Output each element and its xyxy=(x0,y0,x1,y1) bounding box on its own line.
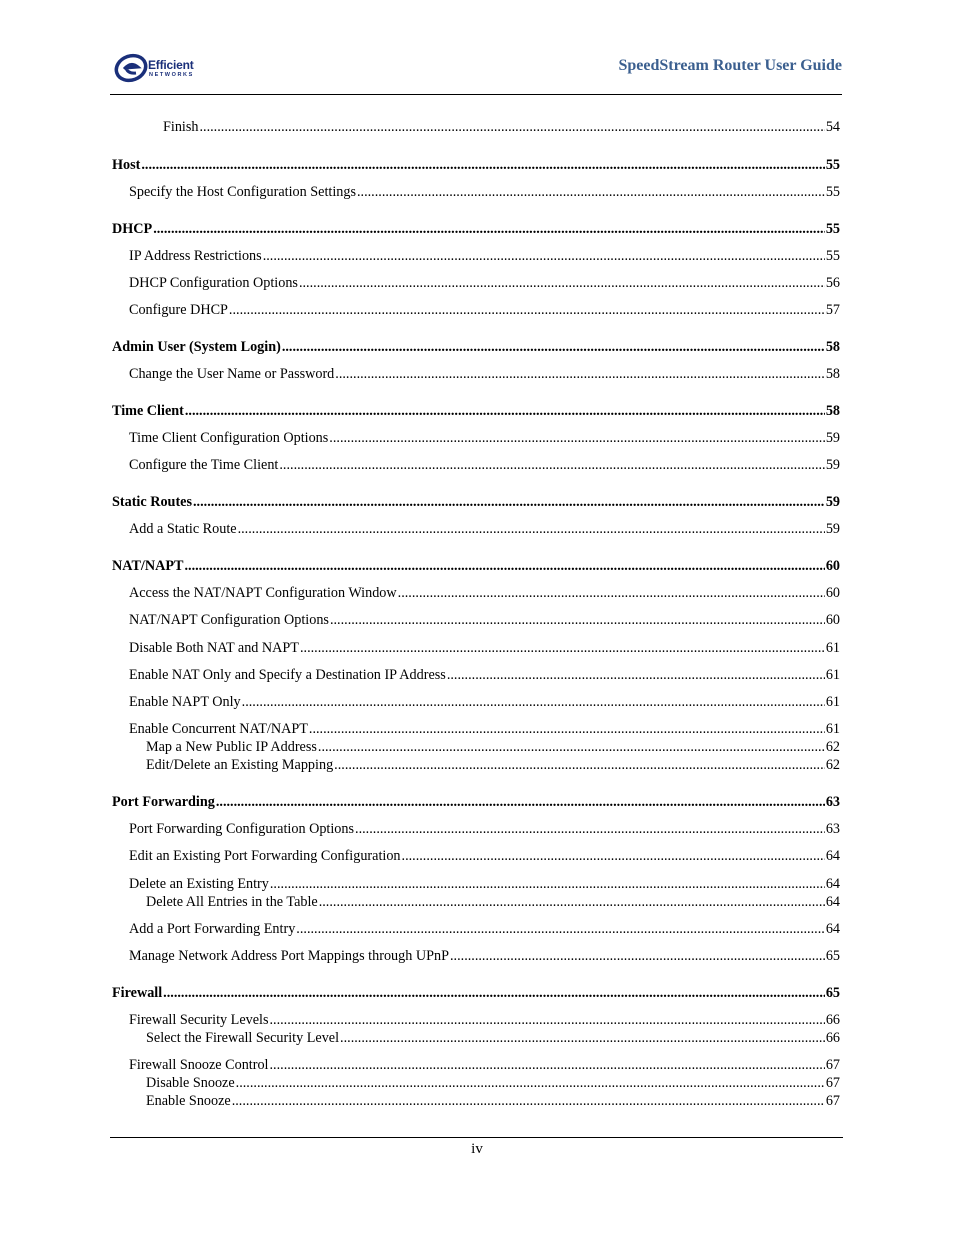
page-header xyxy=(110,48,842,95)
toc-entry[interactable] xyxy=(112,557,840,575)
toc-leader-dots xyxy=(242,693,825,711)
toc-entry-title: Delete All Entries in the Table xyxy=(146,894,318,910)
toc-entry[interactable] xyxy=(112,1029,840,1047)
toc-entry-page: 55 xyxy=(825,248,840,264)
toc-entry[interactable] xyxy=(112,738,840,756)
toc-entry[interactable] xyxy=(112,847,840,865)
toc-leader-dots xyxy=(330,611,825,629)
toc-entry-page: 58 xyxy=(825,339,840,355)
toc-entry-title: Enable Snooze xyxy=(146,1093,231,1109)
toc-leader-dots xyxy=(238,520,825,538)
toc-leader-dots xyxy=(184,557,824,575)
toc-leader-dots xyxy=(299,274,825,292)
toc-entry-page: 61 xyxy=(825,667,840,683)
toc-leader-dots xyxy=(270,1056,825,1074)
toc-leader-dots xyxy=(450,947,825,965)
toc-entry-page: 59 xyxy=(825,521,840,537)
toc-entry[interactable] xyxy=(112,947,840,965)
toc-entry-title: Change the User Name or Password xyxy=(129,366,335,382)
toc-entry-title: NAT/NAPT Configuration Options xyxy=(129,612,329,628)
toc-entry-title: Disable Both NAT and NAPT xyxy=(129,640,299,656)
toc-entry[interactable] xyxy=(112,402,840,420)
toc-entry[interactable] xyxy=(112,1074,840,1092)
toc-entry[interactable] xyxy=(112,247,840,265)
toc-entry-page: 64 xyxy=(825,848,840,864)
toc-leader-dots xyxy=(318,738,825,756)
toc-entry-title: Configure DHCP xyxy=(129,302,228,318)
toc-entry[interactable] xyxy=(112,584,840,602)
toc-entry[interactable] xyxy=(112,1056,840,1074)
toc-entry-title: Admin User (System Login) xyxy=(112,339,281,355)
toc-entry-page: 59 xyxy=(825,494,840,510)
toc-entry-title: Firewall xyxy=(112,985,163,1001)
toc-entry[interactable] xyxy=(112,611,840,629)
toc-leader-dots xyxy=(236,1074,825,1092)
toc-entry-title: Add a Port Forwarding Entry xyxy=(129,921,296,937)
toc-entry-title: Port Forwarding xyxy=(112,794,215,810)
toc-entry-title: NAT/NAPT xyxy=(112,558,184,574)
toc-entry-page: 58 xyxy=(825,366,840,382)
toc-entry[interactable] xyxy=(112,429,840,447)
toc-entry-title: Map a New Public IP Address xyxy=(146,739,317,755)
toc-entry-title: Firewall Snooze Control xyxy=(129,1057,269,1073)
toc-entry[interactable] xyxy=(112,693,840,711)
toc-entry[interactable] xyxy=(112,1092,840,1110)
logo-sub-text: NETWORKS xyxy=(149,72,194,78)
toc-entry-page: 65 xyxy=(825,985,840,1001)
toc-entry-page: 54 xyxy=(825,119,840,135)
toc-entry-page: 66 xyxy=(825,1012,840,1028)
toc-leader-dots xyxy=(153,220,825,238)
toc-entry-page: 65 xyxy=(825,948,840,964)
efficient-networks-logo xyxy=(114,52,224,84)
toc-entry-title: Access the NAT/NAPT Configuration Window xyxy=(129,585,397,601)
toc-entry-title: Manage Network Address Port Mappings through UPnP xyxy=(129,948,449,964)
toc-entry[interactable] xyxy=(112,920,840,938)
toc-entry-title: Enable NAPT Only xyxy=(129,694,241,710)
toc-entry-page: 61 xyxy=(825,721,840,737)
toc-entry[interactable] xyxy=(112,666,840,684)
toc-entry-title: Delete an Existing Entry xyxy=(129,876,269,892)
toc-entry-page: 67 xyxy=(825,1075,840,1091)
toc-leader-dots xyxy=(335,365,825,383)
toc-entry-page: 63 xyxy=(825,821,840,837)
toc-entry-page: 63 xyxy=(825,794,840,810)
toc-leader-dots xyxy=(269,1011,824,1029)
toc-leader-dots xyxy=(402,847,825,865)
toc-entry-page: 62 xyxy=(825,739,840,755)
toc-entry[interactable] xyxy=(112,984,840,1002)
toc-entry[interactable] xyxy=(112,520,840,538)
toc-leader-dots xyxy=(329,429,825,447)
toc-entry-page: 60 xyxy=(825,585,840,601)
toc-entry-page: 67 xyxy=(825,1057,840,1073)
toc-entry[interactable] xyxy=(112,720,840,738)
logo-swoosh-icon xyxy=(114,52,148,84)
toc-entry-title: Edit an Existing Port Forwarding Configuration xyxy=(129,848,401,864)
toc-entry[interactable] xyxy=(112,893,840,911)
toc-entry-title: DHCP xyxy=(112,221,153,237)
toc-entry-page: 60 xyxy=(825,612,840,628)
toc-leader-dots xyxy=(216,793,825,811)
toc-leader-dots xyxy=(340,1029,825,1047)
logo-brand-text: Efficient xyxy=(148,58,194,72)
toc-entry[interactable] xyxy=(112,365,840,383)
toc-entry-page: 59 xyxy=(825,430,840,446)
toc-entry-page: 55 xyxy=(825,157,840,173)
toc-leader-dots xyxy=(355,820,825,838)
toc-entry-title: Time Client xyxy=(112,403,184,419)
page-number: iv xyxy=(471,1141,483,1157)
toc-entry-title: Firewall Security Levels xyxy=(129,1012,269,1028)
toc-entry-page: 67 xyxy=(825,1093,840,1109)
toc-leader-dots xyxy=(263,247,825,265)
toc-leader-dots xyxy=(193,493,825,511)
toc-leader-dots xyxy=(163,984,825,1002)
toc-entry-page: 55 xyxy=(825,184,840,200)
toc-entry-title: Static Routes xyxy=(112,494,192,510)
toc-entry-title: Finish xyxy=(163,119,199,135)
toc-entry[interactable] xyxy=(112,220,840,238)
toc-leader-dots xyxy=(398,584,825,602)
header-divider xyxy=(110,94,842,95)
toc-entry-title: IP Address Restrictions xyxy=(129,248,262,264)
toc-leader-dots xyxy=(447,666,825,684)
toc-entry-page: 58 xyxy=(825,403,840,419)
toc-entry[interactable] xyxy=(112,1011,840,1029)
toc-entry-title: Edit/Delete an Existing Mapping xyxy=(146,757,334,773)
toc-entry[interactable] xyxy=(112,118,840,136)
toc-entry[interactable] xyxy=(112,183,840,201)
toc-entry-page: 55 xyxy=(825,221,840,237)
toc-leader-dots xyxy=(232,1092,825,1110)
toc-leader-dots xyxy=(319,893,825,911)
toc-entry-page: 64 xyxy=(825,876,840,892)
toc-entry-title: DHCP Configuration Options xyxy=(129,275,298,291)
toc-entry[interactable] xyxy=(112,274,840,292)
toc-leader-dots xyxy=(334,756,825,774)
toc-leader-dots xyxy=(270,875,825,893)
footer-divider xyxy=(110,1137,843,1138)
toc-entry-title: Time Client Configuration Options xyxy=(129,430,329,446)
toc-entry[interactable] xyxy=(112,456,840,474)
toc-entry-page: 64 xyxy=(825,921,840,937)
toc-entry-page: 56 xyxy=(825,275,840,291)
toc-entry[interactable] xyxy=(112,756,840,774)
toc-entry-title: Port Forwarding Configuration Options xyxy=(129,821,355,837)
toc-entry-title: Enable Concurrent NAT/NAPT xyxy=(129,721,308,737)
toc-entry-page: 61 xyxy=(825,694,840,710)
toc-entry[interactable] xyxy=(112,639,840,657)
toc-entry-page: 62 xyxy=(825,757,840,773)
toc-entry[interactable] xyxy=(112,793,840,811)
toc-entry-page: 57 xyxy=(825,302,840,318)
toc-entry[interactable] xyxy=(112,493,840,511)
toc-entry[interactable] xyxy=(112,301,840,319)
toc-leader-dots xyxy=(296,920,825,938)
toc-leader-dots xyxy=(279,456,824,474)
toc-entry-page: 66 xyxy=(825,1030,840,1046)
toc-leader-dots xyxy=(199,118,824,136)
toc-entry[interactable] xyxy=(112,820,840,838)
toc-leader-dots xyxy=(309,720,825,738)
toc-entry-title: Disable Snooze xyxy=(146,1075,235,1091)
toc-leader-dots xyxy=(229,301,825,319)
toc-entry-title: Specify the Host Configuration Settings xyxy=(129,184,356,200)
toc-leader-dots xyxy=(300,639,825,657)
toc-entry-page: 64 xyxy=(825,894,840,910)
guide-title: SpeedStream Router User Guide xyxy=(618,57,842,74)
toc-leader-dots xyxy=(282,338,825,356)
toc-entry-page: 60 xyxy=(825,558,840,574)
toc-entry-title: Host xyxy=(112,157,141,173)
toc-entry-page: 61 xyxy=(825,640,840,656)
toc-entry-page: 59 xyxy=(825,457,840,473)
toc-entry[interactable] xyxy=(112,875,840,893)
toc-leader-dots xyxy=(357,183,825,201)
toc-leader-dots xyxy=(141,156,824,174)
toc-entry-title: Add a Static Route xyxy=(129,521,237,537)
toc-entry[interactable] xyxy=(112,338,840,356)
toc-entry-title: Configure the Time Client xyxy=(129,457,279,473)
toc-entry[interactable] xyxy=(112,156,840,174)
toc-leader-dots xyxy=(185,402,825,420)
toc-entry-title: Enable NAT Only and Specify a Destination IP Address xyxy=(129,667,446,683)
toc-entry-title: Select the Firewall Security Level xyxy=(146,1030,340,1046)
